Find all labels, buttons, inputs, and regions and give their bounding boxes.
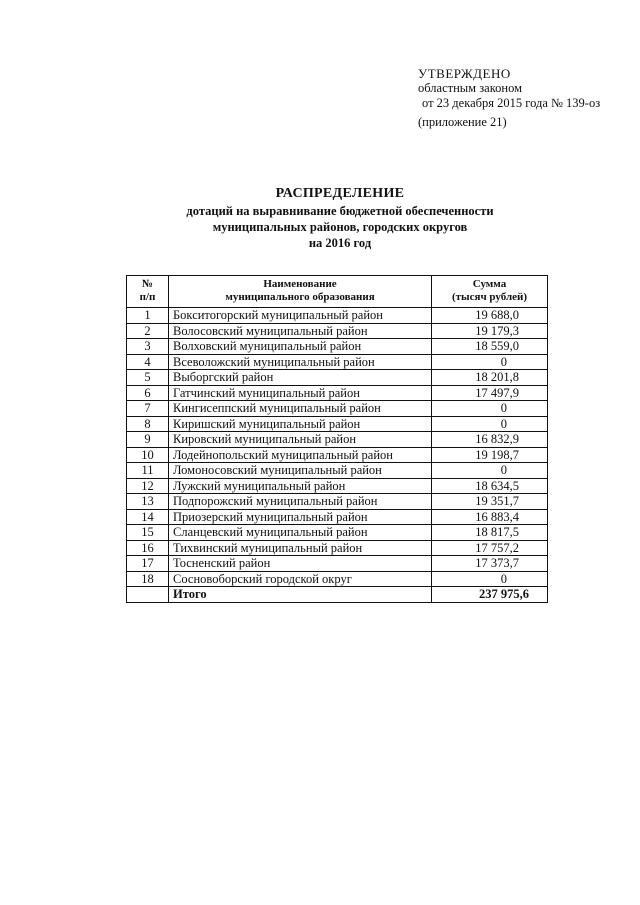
approval-stamp (418, 66, 600, 130)
document-title-line4: на 2016 год (308, 236, 372, 250)
row-sum: 17 757,2 (432, 540, 548, 556)
row-number: 9 (127, 432, 169, 448)
table-row (127, 525, 548, 541)
table-row (127, 401, 548, 417)
table-row (127, 308, 548, 324)
row-sum: 18 817,5 (432, 525, 548, 541)
row-number: 8 (127, 416, 169, 432)
row-sum: 18 559,0 (432, 339, 548, 355)
document-title (120, 186, 560, 251)
approval-law-type: областным законом (418, 81, 523, 95)
row-name: Волховский муниципальный район (169, 339, 432, 355)
row-sum: 19 198,7 (432, 447, 548, 463)
table-row (127, 354, 548, 370)
row-name: Тихвинский муниципальный район (169, 540, 432, 556)
row-number: 5 (127, 370, 169, 386)
row-name: Всеволожский муниципальный район (169, 354, 432, 370)
header-name-line1: Наименование (263, 278, 337, 290)
row-number: 13 (127, 494, 169, 510)
header-sum (432, 276, 548, 308)
document-title-line3: муниципальных районов, городских округов (212, 220, 468, 234)
row-name: Ломоносовский муниципальный район (169, 463, 432, 479)
row-sum: 17 497,9 (432, 385, 548, 401)
row-sum: 0 (432, 354, 548, 370)
approval-appendix: (приложение 21) (418, 115, 507, 129)
row-number: 6 (127, 385, 169, 401)
row-name: Бокситогорский муниципальный район (169, 308, 432, 324)
table-row (127, 463, 548, 479)
row-name: Приозерский муниципальный район (169, 509, 432, 525)
row-number: 3 (127, 339, 169, 355)
table-row (127, 509, 548, 525)
table-row (127, 370, 548, 386)
row-number: 7 (127, 401, 169, 417)
header-name (169, 276, 432, 308)
row-sum: 19 688,0 (432, 308, 548, 324)
total-sum: 237 975,6 (432, 587, 548, 603)
row-number: 11 (127, 463, 169, 479)
row-name: Подпорожский муниципальный район (169, 494, 432, 510)
row-sum: 18 201,8 (432, 370, 548, 386)
table-header-row (127, 276, 548, 308)
table-row (127, 540, 548, 556)
row-sum: 0 (432, 416, 548, 432)
header-number-line1: № (141, 278, 154, 290)
row-sum: 16 832,9 (432, 432, 548, 448)
row-name: Сосновоборский городской округ (169, 571, 432, 587)
table-row (127, 323, 548, 339)
row-number: 10 (127, 447, 169, 463)
row-sum: 19 179,3 (432, 323, 548, 339)
header-name-line2: муниципального образования (225, 291, 375, 303)
table-row (127, 432, 548, 448)
table-total-row (127, 587, 548, 603)
table-row (127, 556, 548, 572)
total-label: Итого (169, 587, 432, 603)
document-title-line2: дотаций на выравнивание бюджетной обеспеченности (186, 204, 494, 218)
row-name: Выборгский район (169, 370, 432, 386)
row-sum: 16 883,4 (432, 509, 548, 525)
row-name: Волосовский муниципальный район (169, 323, 432, 339)
header-sum-line1: Сумма (472, 278, 507, 290)
row-sum: 0 (432, 571, 548, 587)
row-name: Сланцевский муниципальный район (169, 525, 432, 541)
row-name: Лодейнопольский муниципальный район (169, 447, 432, 463)
table-row (127, 339, 548, 355)
approval-law-date: от 23 декабря 2015 года № 139-оз (422, 96, 601, 110)
table-row (127, 494, 548, 510)
row-number: 12 (127, 478, 169, 494)
row-sum: 0 (432, 401, 548, 417)
row-name: Кингисеппский муниципальный район (169, 401, 432, 417)
row-sum: 19 351,7 (432, 494, 548, 510)
total-number-cell (127, 587, 169, 603)
header-number (127, 276, 169, 308)
row-sum: 17 373,7 (432, 556, 548, 572)
header-number-line2: п/п (139, 291, 156, 303)
row-name: Лужский муниципальный район (169, 478, 432, 494)
row-number: 17 (127, 556, 169, 572)
table-row (127, 385, 548, 401)
row-number: 2 (127, 323, 169, 339)
row-name: Кировский муниципальный район (169, 432, 432, 448)
table-row (127, 478, 548, 494)
row-name: Киришский муниципальный район (169, 416, 432, 432)
row-number: 14 (127, 509, 169, 525)
row-name: Гатчинский муниципальный район (169, 385, 432, 401)
row-name: Тосненский район (169, 556, 432, 572)
row-number: 16 (127, 540, 169, 556)
row-number: 15 (127, 525, 169, 541)
row-sum: 0 (432, 463, 548, 479)
table-row (127, 447, 548, 463)
table-row (127, 571, 548, 587)
distribution-table (126, 275, 548, 603)
document-title-main: РАСПРЕДЕЛЕНИЕ (275, 186, 405, 201)
table-row (127, 416, 548, 432)
header-sum-line2: (тысяч рублей) (451, 291, 528, 303)
row-number: 1 (127, 308, 169, 324)
approval-title: УТВЕРЖДЕНО (418, 66, 511, 81)
row-number: 4 (127, 354, 169, 370)
row-sum: 18 634,5 (432, 478, 548, 494)
row-number: 18 (127, 571, 169, 587)
